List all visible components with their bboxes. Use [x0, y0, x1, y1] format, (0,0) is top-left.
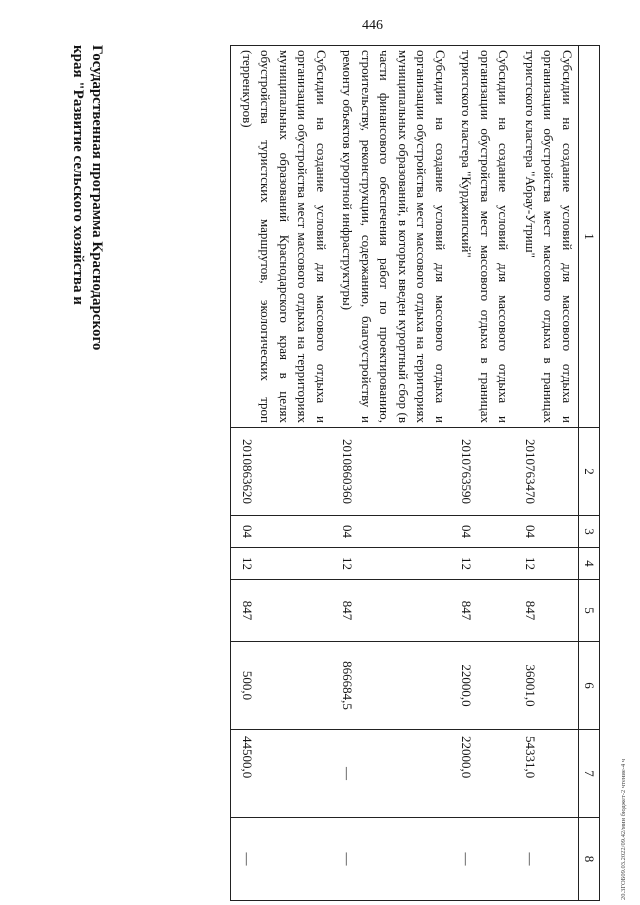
row-amount-year1: 866684,5: [332, 642, 451, 730]
table-row: [332, 46, 451, 901]
row-description: Субсидии на создание условий для массового отдыха и организации обустройства мест массового отдыха на территориях муниципальных образований Краснодарского края в целях обустройства туристских маршрутов, экологических троп (терренкуров): [231, 46, 332, 428]
row-amount-year1: 500,0: [231, 642, 332, 730]
row-csr-code: 2010863620: [231, 428, 332, 516]
row-description: Субсидии на создание условий для массового отдыха и организации обустройства мест массового отдыха в границах туристского кластера "Курджипский": [451, 46, 515, 428]
row-section: 04: [332, 516, 451, 548]
row-section: 04: [231, 516, 332, 548]
header-cell: 8: [579, 818, 600, 901]
row-section: 04: [451, 516, 515, 548]
header-cell: 6: [579, 642, 600, 730]
table-row: [451, 46, 515, 901]
row-expense-type: 847: [332, 580, 451, 642]
header-cell: 7: [579, 730, 600, 818]
page-number: 446: [362, 18, 383, 33]
row-amount-year2: 22000,0: [451, 730, 515, 818]
header-cell: 1: [579, 46, 600, 428]
row-subsection: 12: [332, 548, 451, 580]
program-heading: [68, 45, 106, 435]
row-amount-year2: 54331,0: [515, 730, 579, 818]
row-csr-code: 2010763590: [451, 428, 515, 516]
document-stamp: 20.3ГОБ09.03.2022/09.42/мин бюджет-2 чтение-4 ч: [620, 758, 627, 900]
rotated-table-area: [70, 45, 600, 900]
row-expense-type: 847: [515, 580, 579, 642]
row-expense-type: 847: [451, 580, 515, 642]
row-section: 04: [515, 516, 579, 548]
table-row: [231, 46, 332, 901]
row-csr-code: 2010860360: [332, 428, 451, 516]
row-amount-year3: —: [451, 818, 515, 901]
program-heading-line: Государственная программа Краснодарского: [89, 45, 105, 351]
row-amount-year3: —: [332, 818, 451, 901]
row-amount-year1: 36001,0: [515, 642, 579, 730]
row-description: Субсидии на создание условий для массового отдыха и организации обустройства мест массового отдыха в границах туристского кластера "Абрау-Утриш": [515, 46, 579, 428]
row-description: Субсидии на создание условий для массового отдыха и организации обустройства мест массового отдыха на территориях муниципальных образований, в которых введен курортный сбор (в части финансового обеспечения работ по проектированию, строительству, реконструкции, содержанию, благоустройству и ремонту объектов курортной инфраструктуры): [332, 46, 451, 428]
row-subsection: 12: [451, 548, 515, 580]
row-amount-year2: 44500,0: [231, 730, 332, 818]
table-row: [515, 46, 579, 901]
row-amount-year3: —: [515, 818, 579, 901]
table-header-row: [579, 46, 600, 901]
budget-table: [231, 45, 601, 901]
header-cell: 5: [579, 580, 600, 642]
program-heading-line: края "Развитие сельского хозяйства и: [70, 45, 86, 305]
row-expense-type: 847: [231, 580, 332, 642]
row-csr-code: 2010763470: [515, 428, 579, 516]
header-cell: 2: [579, 428, 600, 516]
row-amount-year2: —: [332, 730, 451, 818]
header-cell: 3: [579, 516, 600, 548]
row-amount-year1: 22000,0: [451, 642, 515, 730]
header-cell: 4: [579, 548, 600, 580]
row-amount-year3: —: [231, 818, 332, 901]
row-subsection: 12: [515, 548, 579, 580]
row-subsection: 12: [231, 548, 332, 580]
